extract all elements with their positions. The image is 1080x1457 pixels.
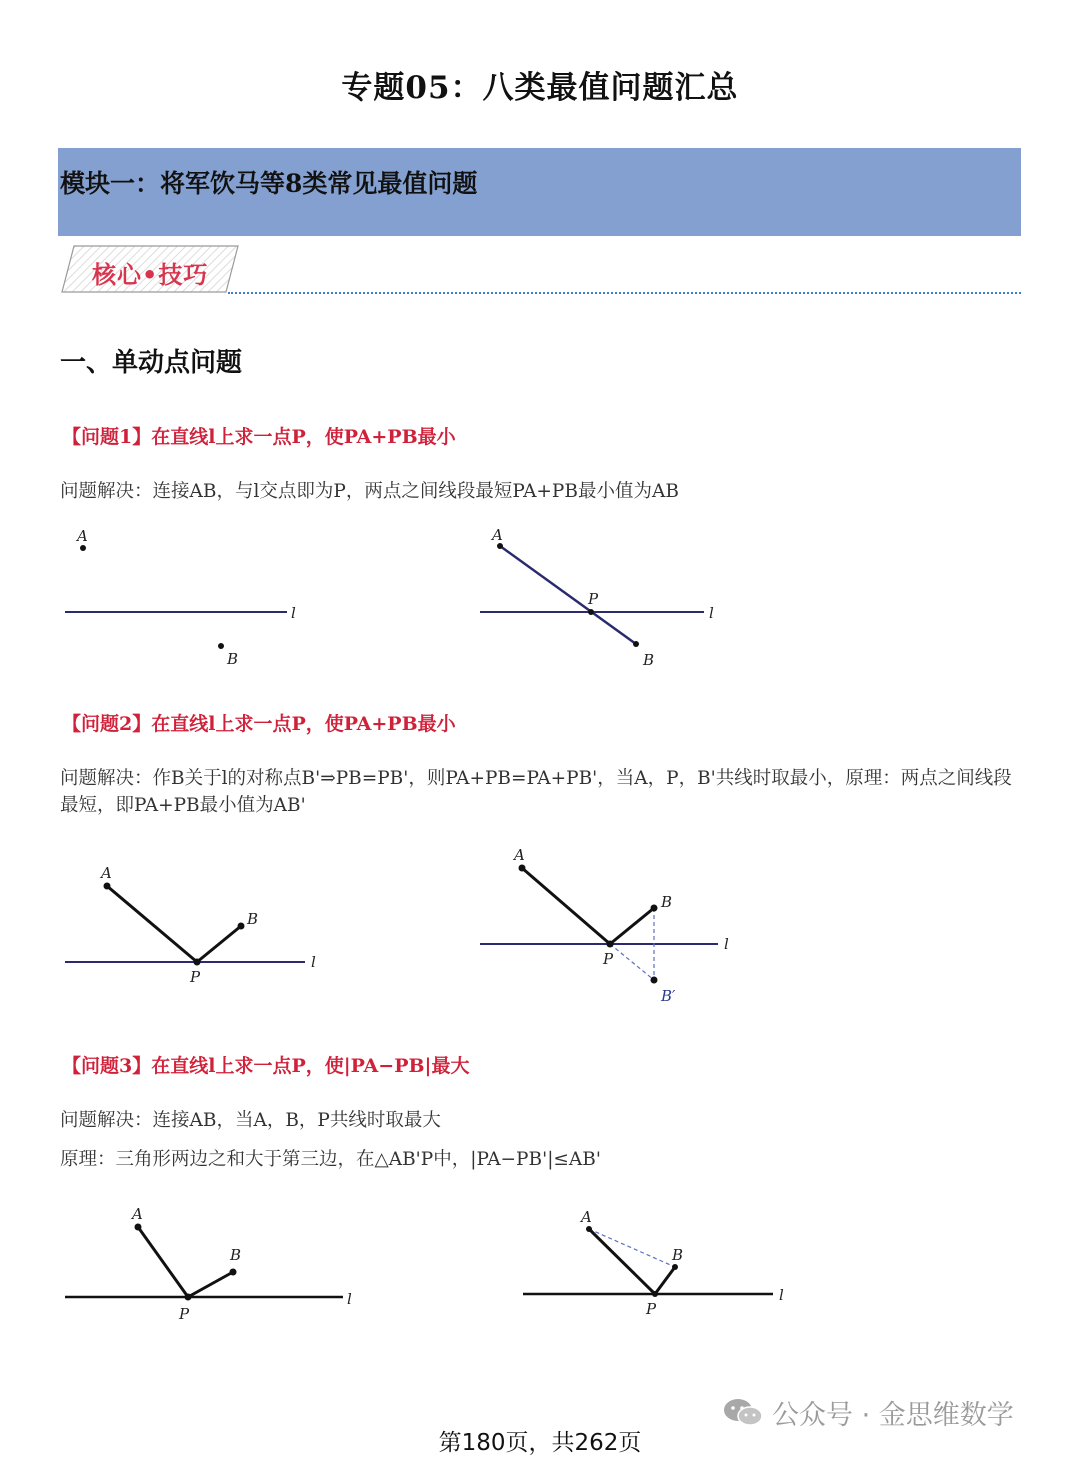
- label-a: A: [581, 1208, 592, 1226]
- page-title: 专题05：八类最值问题汇总: [341, 70, 739, 106]
- label-a: A: [101, 864, 112, 882]
- label-l: l: [291, 604, 296, 622]
- label-b: B: [230, 1246, 242, 1264]
- segment-ab: [589, 1229, 675, 1267]
- problem-3-solution: 问题解决：连接AB，当A，B，P共线时取最大: [60, 1110, 441, 1131]
- segment-pb: [655, 1267, 675, 1294]
- point-p: [607, 941, 614, 948]
- label-b: B: [643, 651, 655, 669]
- point-b: [230, 1269, 237, 1276]
- point-b: [238, 923, 245, 930]
- label-l: l: [311, 953, 316, 971]
- segment-pb-prime: [610, 944, 654, 980]
- segment-pb: [610, 908, 654, 944]
- figure-1-right: [470, 522, 740, 672]
- point-a: [80, 545, 86, 551]
- page-number: 第180页，共262页: [438, 1430, 642, 1456]
- label-b: B: [672, 1246, 684, 1264]
- point-p: [185, 1294, 192, 1301]
- point-a: [104, 883, 111, 890]
- segment-pa: [138, 1227, 188, 1297]
- badge-divider: [228, 292, 1021, 294]
- figure-3-left: [55, 1202, 375, 1332]
- problem-1-title: 【问题1】在直线l上求一点P，使PA+PB最小: [62, 426, 456, 448]
- problem-2-title: 【问题2】在直线l上求一点P，使PA+PB最小: [62, 713, 456, 735]
- badge-label: 核心•技巧: [92, 261, 209, 289]
- label-a: A: [77, 527, 88, 545]
- figure-1-left: [55, 522, 315, 672]
- label-a: A: [132, 1205, 143, 1223]
- problem-2-solution: 问题解决：作B关于l的对称点B'⇒PB=PB'，则PA+PB=PA+PB'，当A，P，B'共线时取最小，原理：两点之间线段最短，即PA+PB最小值为AB': [60, 768, 1012, 816]
- label-l: l: [724, 935, 729, 953]
- segment-pb: [188, 1272, 233, 1297]
- segment-pb: [197, 926, 241, 962]
- label-b-prime: B′: [661, 987, 676, 1005]
- segment-pa: [589, 1229, 655, 1294]
- point-b-prime: [651, 977, 658, 984]
- label-b: B: [227, 650, 239, 668]
- label-p: P: [190, 968, 201, 986]
- label-a: A: [514, 846, 525, 864]
- problem-3-principle: 原理：三角形两边之和大于第三边，在△AB'P中，|PA−PB'|≤AB': [60, 1149, 601, 1170]
- figure-2-right: [470, 842, 750, 1012]
- module-banner: [58, 148, 1021, 236]
- segment-ab: [500, 546, 636, 644]
- figure-3-right: [515, 1205, 805, 1325]
- label-b: B: [247, 910, 259, 928]
- point-p: [652, 1291, 658, 1297]
- label-l: l: [779, 1286, 784, 1304]
- point-p: [588, 609, 594, 615]
- point-a: [135, 1224, 142, 1231]
- label-l: l: [709, 604, 714, 622]
- point-b: [672, 1264, 678, 1270]
- label-p: P: [603, 950, 614, 968]
- label-p: P: [646, 1300, 657, 1318]
- module-heading: 模块一：将军饮马等8类常见最值问题: [60, 169, 478, 198]
- problem-1-solution: 问题解决：连接AB，与l交点即为P，两点之间线段最短PA+PB最小值为AB: [60, 481, 679, 502]
- label-l: l: [347, 1290, 352, 1308]
- segment-pa: [107, 886, 197, 962]
- point-b: [651, 905, 658, 912]
- figure-2-left: [55, 862, 335, 992]
- label-p: P: [588, 590, 599, 608]
- section-heading: 一、单动点问题: [60, 348, 243, 378]
- problem-3-title: 【问题3】在直线l上求一点P，使|PA−PB|最大: [62, 1055, 470, 1077]
- segment-pa: [522, 868, 610, 944]
- label-p: P: [179, 1305, 190, 1323]
- point-a: [519, 865, 526, 872]
- watermark-text: 公众号 · 金思维数学: [772, 1399, 1014, 1431]
- core-skill-badge: [60, 244, 240, 294]
- label-b: B: [661, 893, 673, 911]
- point-p: [194, 959, 201, 966]
- point-b: [218, 643, 224, 649]
- point-b: [633, 641, 639, 647]
- point-a: [586, 1226, 592, 1232]
- label-a: A: [492, 526, 503, 544]
